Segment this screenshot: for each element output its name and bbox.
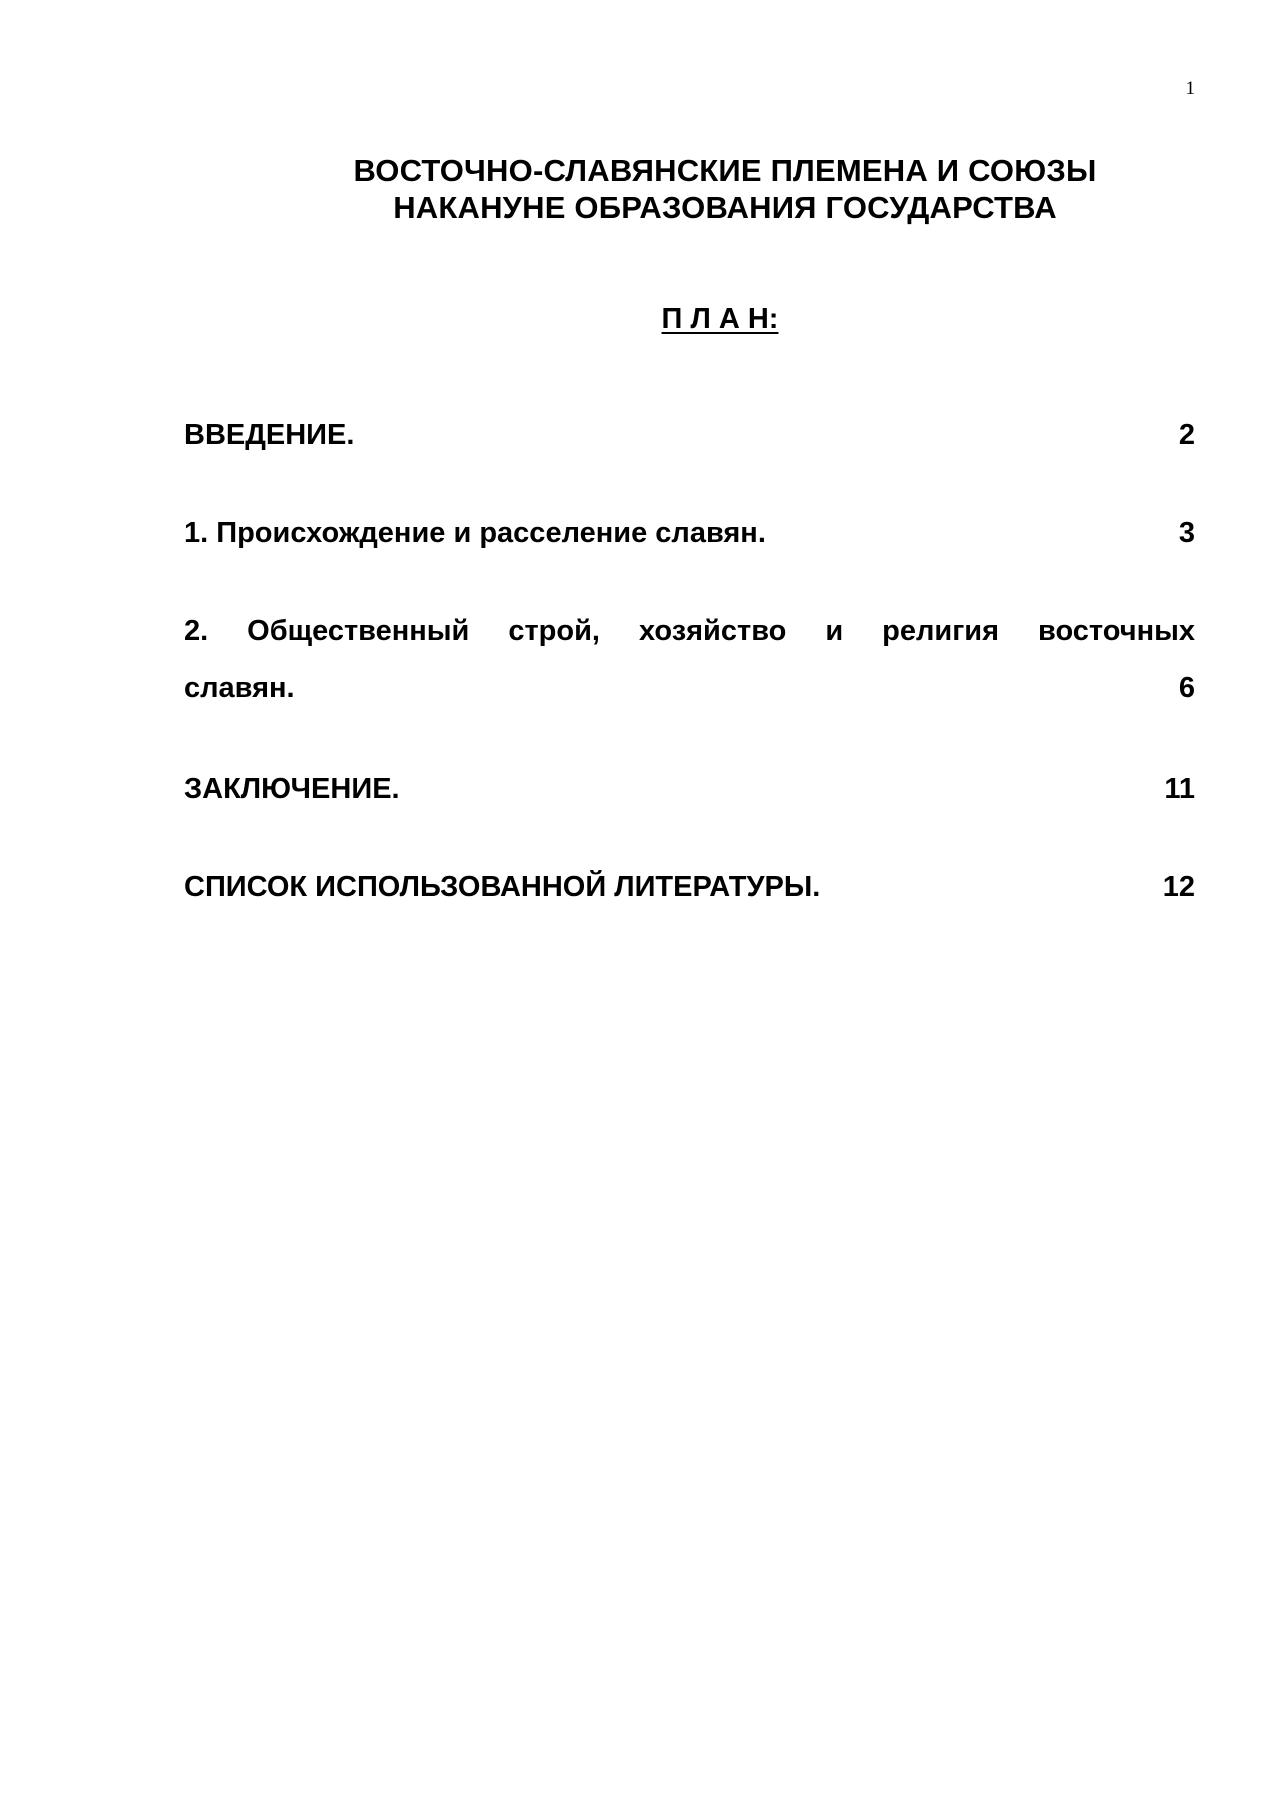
toc-entry-conclusion[interactable] bbox=[184, 772, 1195, 806]
toc-entry-label: 1. Происхождение и расселение славян. bbox=[184, 517, 766, 549]
toc-entry-label-line-2: славян. bbox=[184, 672, 295, 704]
title-line-2: НАКАНУНЕ ОБРАЗОВАНИЯ ГОСУДАРСТВА bbox=[393, 190, 1057, 225]
toc-entry-page-number: 11 bbox=[1164, 773, 1195, 805]
toc-word: религия bbox=[882, 615, 1000, 647]
page-number: 1 bbox=[1185, 78, 1195, 99]
toc-entry-label: ВВЕДЕНИЕ. bbox=[184, 419, 355, 451]
toc-entry-origin-and-settlement[interactable] bbox=[184, 516, 1195, 550]
toc-entry-page-number: 12 bbox=[1162, 871, 1195, 903]
toc-word: Общественный bbox=[247, 615, 470, 647]
toc-entry-label-line-1 bbox=[184, 614, 1195, 648]
toc-entry-page-number: 6 bbox=[1178, 672, 1195, 704]
toc-entry-label: СПИСОК ИСПОЛЬЗОВАННОЙ ЛИТЕРАТУРЫ. bbox=[184, 871, 821, 903]
toc-word: и bbox=[825, 615, 844, 647]
toc-entry-social-structure[interactable] bbox=[184, 614, 1195, 705]
toc-entry-page-number: 3 bbox=[1178, 517, 1195, 549]
toc-word: восточных bbox=[1038, 615, 1195, 647]
toc-entry-page-number: 2 bbox=[1178, 419, 1195, 451]
toc-entry-introduction[interactable] bbox=[184, 418, 1195, 452]
plan-heading: П Л А Н: bbox=[661, 303, 779, 335]
document-title bbox=[260, 152, 1190, 226]
toc-entry-label: ЗАКЛЮЧЕНИЕ. bbox=[184, 773, 400, 805]
toc-word: хозяйство bbox=[638, 615, 787, 647]
toc-word: 2. bbox=[184, 615, 209, 647]
toc-entry-bibliography[interactable] bbox=[184, 870, 1195, 904]
toc-word: строй, bbox=[508, 615, 600, 647]
title-line-1: ВОСТОЧНО-СЛАВЯНСКИЕ ПЛЕМЕНА И СОЮЗЫ bbox=[353, 153, 1097, 188]
